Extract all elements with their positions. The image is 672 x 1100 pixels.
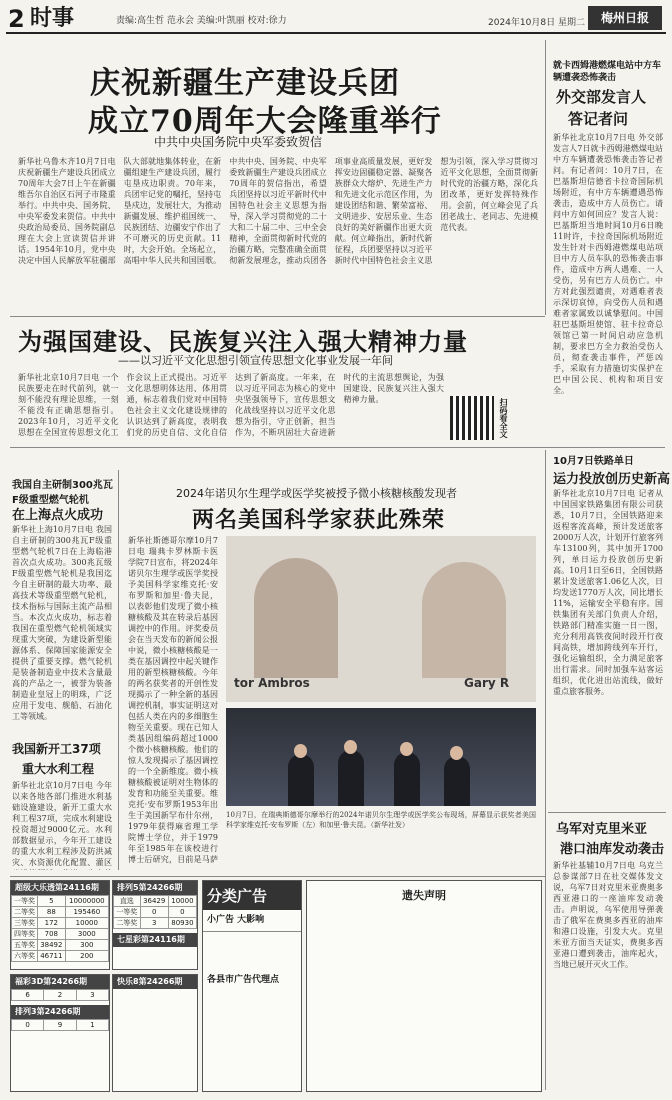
cell: 708 [38, 929, 66, 940]
divider [10, 876, 545, 877]
cell: 10000 [168, 896, 196, 907]
water-headline-2: 重大水利工程 [22, 762, 95, 776]
cell: 300 [65, 940, 108, 951]
portrait-ruvkun [422, 562, 506, 678]
person [444, 756, 470, 806]
divider [545, 450, 546, 1090]
divider [545, 40, 546, 315]
page-number: 2 [8, 5, 25, 33]
photo-caption: 10月7日，在瑞典斯德哥尔摩举行的2024年诺贝尔生理学或医学奖公布现场，屏幕显示获奖者美国科学家维克托·安布罗斯（左）和加里·鲁夫昆。（新华社发） [226, 811, 536, 829]
cell: 3 [140, 918, 168, 929]
nobel-body: 新华社斯德哥尔摩10月7日电 瑞典卡罗林斯卡医学院7日宣布，将2024年诺贝尔生理学或医学奖授予美国科学家维克托·安布罗斯和加里·鲁夫昆，以表彰他们发现了微小核糖核酸及其在转录后基因调控中的作用。评奖委员会在当天发布的新闻公报中说，微小核糖核酸是一类在基因调控中起关键作用的新型核糖核酸。今年的两名获奖者的开创性发现揭示了一种全新的基因调控机制，事实证明这对包括人类在内的多细胞生物至关重要。现在已知人类基因组编码超过1000个微小核糖核酸。他们的惊人发现揭示了基因调控的一个全新维度。微小核糖核酸被证明对生物体的发育和功能至关重要。维克托·安布罗斯1953年出生于美国新罕布什尔州，1979年获得麻省理工学院博士学位，并于1979年至1985年在该校进行博士后研究，目前是马萨 [128, 536, 218, 864]
section-title: 时事 [30, 6, 75, 31]
gas-headline-3: 在上海点火成功 [12, 508, 104, 523]
cell: 3000 [65, 929, 108, 940]
qr-code[interactable] [450, 396, 494, 440]
cell: 3 [76, 990, 108, 1001]
screen-name-left: tor Ambros [234, 676, 310, 690]
screen-name-right: Gary R [464, 676, 510, 690]
person [288, 754, 314, 806]
lead-headline-1: 庆祝新疆生产建设兵团 [90, 66, 400, 101]
lead-headline-2: 成立70周年大会隆重举行 [88, 104, 442, 139]
fc3d-rows [11, 989, 109, 1001]
k8-table [112, 974, 198, 1092]
person-head [400, 742, 413, 756]
railway-kicker: 10月7日铁路单日 [553, 456, 634, 467]
cell: 直选 [114, 896, 141, 907]
cell: 0 [12, 1020, 44, 1031]
cell: 二等奖 [114, 918, 141, 929]
cell: 三等奖 [12, 918, 38, 929]
cell: 195460 [65, 907, 108, 918]
divider [118, 470, 119, 870]
person-head [450, 746, 463, 760]
cell: 2 [44, 990, 76, 1001]
nobel-kicker: 2024年诺贝尔生理学或医学奖被授予微小核糖核酸发现者 [176, 487, 457, 500]
classified-slogan: 小广告 大影响 [207, 915, 265, 925]
wuzhou-headline-1: 乌军对克里米亚 [556, 822, 648, 837]
nobel-headline: 两名美国科学家获此殊荣 [192, 507, 446, 533]
notices-panel [306, 880, 542, 1092]
right-top-body: 新华社北京10月7日电 外交部发言人7日就卡西姆港燃煤电站中方车辆遭袭恐怖袭击答记者问。有记者问：10月7日，在巴基斯坦信德省卡拉奇国际机场附近，有中方车辆遭遇恐怖袭击，造成中方人员伤亡。请问中方如何回应？发言人说：巴基斯坦当地时间10月6日晚11时许，卡拉奇国际机场附近发生针对卡西姆港燃煤电站项目中方人员车队的恐怖袭击事件，造成中方两人遇难、一人受伤，另有巴方人员伤亡。中方对此强烈谴责，对遇难者表示深切哀悼，向受伤人员和遇难者家属致以诚挚慰问。中国驻巴基斯坦使馆、驻卡拉奇总领馆已第一时间启动应急机制，要求巴方全力救治受伤人员，彻查袭击事件，严惩凶手，采取有力措施切实保护在巴中国公民、机构和项目安全。 [553, 133, 663, 395]
divider [10, 447, 665, 448]
water-body: 新华社北京10月7日电 今年以来各地各部门推进水利基础设施建设，新开工重大水利工程37项，完成水利建设投资超过9000亿元。水利部数据显示，今年开工建设的重大水利工程涉及防洪减灾、水资源优化配置、灌区 [12, 781, 112, 867]
cell: 二等奖 [12, 907, 38, 918]
gas-headline-2: F级重型燃气轮机 [12, 495, 89, 506]
culture-headline: 为强国建设、民族复兴注入强大精神力量 [18, 327, 468, 356]
culture-body: 新华社北京10月7日电 一个民族要走在时代前列，就一刻不能没有理论思维，一刻不能没有正确思想指引。2023年10月，习近平文化思想在全国宣传思想文化工作会议上正式提出。习近平文化思想明体达用、体用贯通，标志着我们党对中国特色社会主义文化建设规律的认识达到了新高度，表明我们党的历史自信、文化自信达到了新高度。一年来，在以习近平同志为核心的党中央坚强领导下，宣传思想文化战线坚持以习近平文化思想为指引，守正创新，担当作为，不断巩固壮大奋进新时代的主流思想舆论，为强国建设、民族复兴注入强大精神力量。 [18, 373, 444, 437]
dlt-rows [11, 895, 109, 962]
qxc-title: 七星彩第24116期 [113, 933, 197, 947]
qr-caption: 扫码看全文 [499, 398, 508, 438]
cell: 88 [38, 907, 66, 918]
person-head [294, 744, 307, 758]
cell: 5 [38, 896, 66, 907]
cell: 1 [76, 1020, 108, 1031]
cell: 6 [12, 990, 44, 1001]
railway-headline: 运力投放创历史新高 [553, 472, 671, 487]
water-headline-1: 我国新开工37项 [12, 742, 101, 756]
railway-body: 新华社北京10月7日电 记者从中国国家铁路集团有限公司获悉，10月7日，全国铁路迎来返程客流高峰，预计发送旅客2000万人次，计划开行旅客列车13100列，其中加开1700列，单日运力投放创历史新高。10月1日至6日，全国铁路累计发送旅客1.06亿人次，日均发送1770万人次，同比增长11%，运输安全平稳有序。国铁集团有关部门负责人介绍，铁路部门精准实施一日一图，充分利用高铁夜间时段开行夜间高铁，增加跨线列车开行，强化运输组织，全力满足旅客出行需求。同时加强车站客运组织，优化进出站流线，做好重点旅客服务。 [553, 489, 663, 696]
pl3-rows [11, 1019, 109, 1031]
lead-subhead: 中共中央国务院中央军委致贺信 [154, 135, 323, 149]
cell: 200 [65, 951, 108, 962]
divider [10, 316, 545, 317]
cell: 一等奖 [12, 896, 38, 907]
wuzhou-body: 新华社基辅10月7日电 乌克兰总参谋部7日在社交媒体发文说，乌军7日对克里米亚费奥多西亚港口的一座油库发动袭击。声明说，乌军使用导弹袭击了俄军在费奥多西亚的油库和港口设施，引发大火。克里米亚方面当天证实，费奥多西亚港口遭到袭击，油库起火，当地已展开灭火工作。 [553, 861, 663, 969]
editor-credits: 责编:高生哲 范永会 美编:叶凯丽 校对:徐力 [116, 16, 287, 26]
laureate-portraits [226, 536, 536, 702]
culture-subhead: ——以习近平文化思想引领宣传思想文化事业发展一年间 [118, 354, 393, 367]
cell: 36429 [140, 896, 168, 907]
page-header [6, 4, 666, 34]
masthead-logo: 梅州日报 [588, 6, 662, 30]
agency-title: 各县市广告代理点 [203, 931, 301, 987]
right-top-headline-2: 答记者问 [568, 110, 629, 128]
issue-date: 2024年10月8日 星期二 [488, 18, 585, 28]
wuzhou-headline-2: 港口油库发动袭击 [560, 842, 665, 857]
cell: 四等奖 [12, 929, 38, 940]
divider [548, 812, 666, 813]
gas-body: 新华社上海10月7日电 我国自主研制的300兆瓦F级重型燃气轮机7日在上海临港首次点火成功。300兆瓦级F级重型燃气轮机是我国迄今自主研制的最大功率、最高技术等级重型燃气轮机，技术指标与国际主流产品相当。本次点火成功，标志着我国在重型燃气轮机领域实现重大突破，为建设新型能源体系、保障国家能源安全提供了重要支撑。燃气轮机是装备制造业中技术含量最高的产品之一，被誉为装备制造业皇冠上的明珠，广泛应用于发电、舰船、石油化工等领域。 [12, 525, 112, 721]
cell: 10000000 [65, 896, 108, 907]
right-top-kicker: 就卡西姆港燃煤电站中方车辆遭袭恐怖袭击 [553, 61, 662, 83]
dlt-title: 超级大乐透第24116期 [11, 881, 109, 895]
pl5-rows [113, 895, 197, 929]
pl5-title: 排列5第24266期 [113, 881, 197, 895]
k8-title: 快乐8第24266期 [113, 975, 197, 989]
gas-headline-1: 我国自主研制300兆瓦 [12, 480, 113, 491]
fc3d-table [10, 974, 110, 1092]
classified-panel [202, 880, 302, 1092]
pl3-title: 排列3第24266期 [11, 1005, 109, 1019]
person-head [344, 740, 357, 754]
cell: 46711 [38, 951, 66, 962]
portrait-ambros [254, 558, 338, 678]
person [338, 750, 364, 806]
dlt-table [10, 880, 110, 970]
classified-title: 分类广告 [203, 881, 301, 910]
cell: 9 [44, 1020, 76, 1031]
cell: 五等奖 [12, 940, 38, 951]
notice-title: 遗失声明 [402, 889, 446, 902]
cell: 六等奖 [12, 951, 38, 962]
lead-body: 新华社乌鲁木齐10月7日电 庆祝新疆生产建设兵团成立70周年大会7日上午在新疆维吾尔自治区石河子市隆重举行。中共中央、国务院、中央军委发来贺信。中共中央政治局委员、国务院副总理在大会上宣读贺信并讲话。1954年10月，党中央决定中国人民解放军驻疆部队大部就地集体转业，在新疆组建生产建设兵团，履行屯垦戍边职责。70年来，兵团牢记党的嘱托，坚持屯垦戍边，发展壮大，为推动新疆发展、维护祖国统一、民族团结、边疆安宁作出了不可磨灭的历史贡献。11时，大会开始。全场起立，高唱中华人民共和国国歌。中共中央、国务院、中央军委致新疆生产建设兵团成立70周年的贺信指出，希望兵团坚持以习近平新时代中国特色社会主义思想为指导，深入学习贯彻党的二十大和二十届二中、三中全会精神，全面贯彻新时代党的治疆方略，完整准确全面贯彻新发展理念，推动兵团各项事业高质量发展，更好发挥安边固疆稳定器、凝聚各族群众大熔炉、先进生产力和先进文化示范区作用，为建设团结和谐、繁荣富裕、文明进步、安居乐业、生态良好的美好新疆作出更大贡献。何立峰指出，新时代新征程，兵团要坚持以习近平新时代中国特色社会主义思想为引领，深入学习贯彻习近平文化思想，全面贯彻新时代党的治疆方略，深化兵团改革，更好发挥特殊作用。会前，何立峰会见了兵团老战士、老同志、先进模范代表。 [18, 157, 538, 265]
pl5-table [112, 880, 198, 970]
person [394, 752, 420, 806]
right-top-headline-1: 外交部发言人 [556, 88, 647, 106]
cell: 0 [168, 907, 196, 918]
fc3d-title: 福彩3D第24266期 [11, 975, 109, 989]
cell: 0 [140, 907, 168, 918]
cell: 10000 [65, 918, 108, 929]
cell: 172 [38, 918, 66, 929]
cell: 38492 [38, 940, 66, 951]
cell: 80930 [168, 918, 196, 929]
press-conference-photo [226, 708, 536, 806]
cell: 一等奖 [114, 907, 141, 918]
